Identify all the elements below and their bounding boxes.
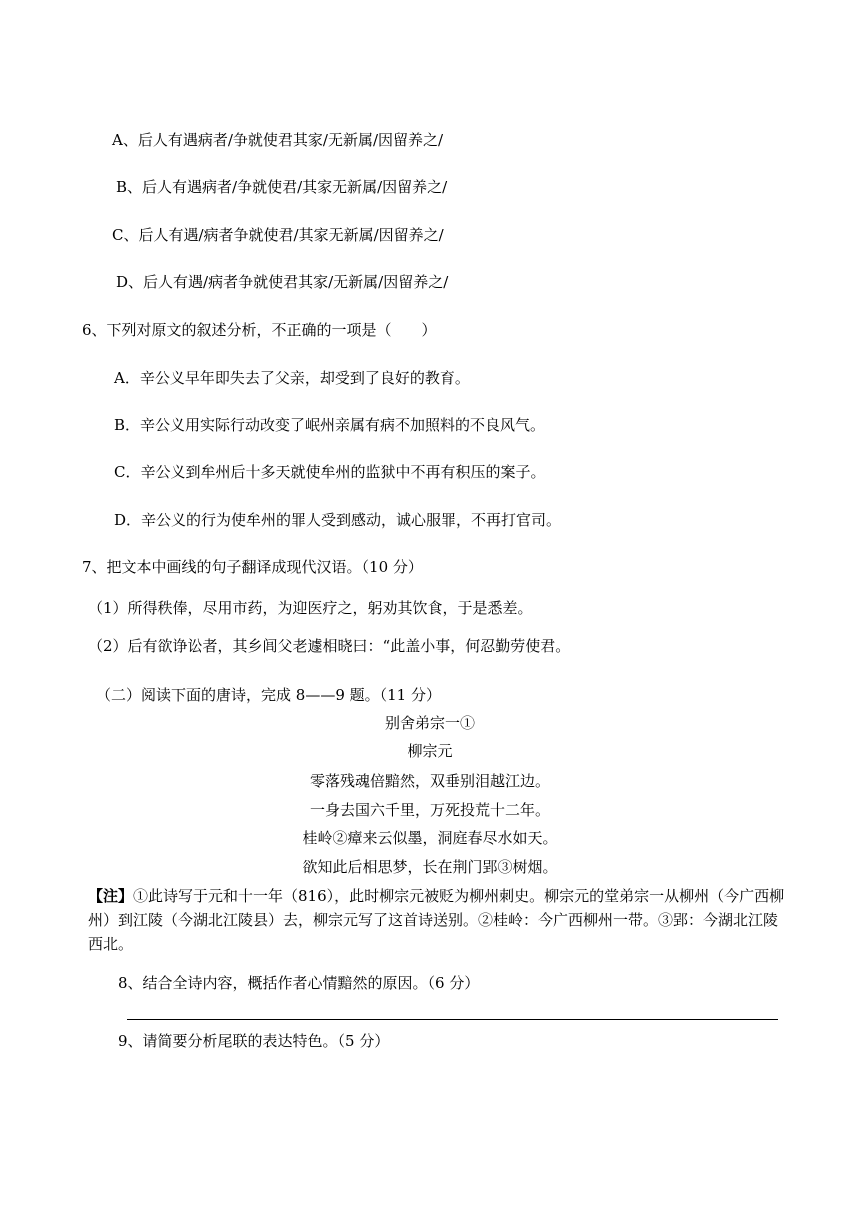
- q6-option-b: B．辛公义用实际行动改变了岷州亲属有病不加照料的不良风气。: [114, 416, 546, 434]
- q7-item-1: （1）所得秩俸，尽用市药，为迎医疗之，躬劝其饮食，于是悉差。: [88, 599, 533, 617]
- note-label: 【注】: [88, 887, 134, 905]
- q6-option-d: D．辛公义的行为使牟州的罪人受到感动，诚心服罪，不再打官司。: [114, 511, 562, 529]
- q7-item-2: （2）后有欲诤讼者，其乡闾父老遽相晓曰：“此盖小事，何忍勤劳使君。: [88, 637, 571, 655]
- poem-line-4: 欲知此后相思梦，长在荆门郢③树烟。: [302, 858, 558, 876]
- q5-option-b: B、后人有遇病者/争就使君/其家无新属/因留养之/: [116, 178, 448, 196]
- note-text: ①此诗写于元和十一年（816），此时柳宗元被贬为柳州刺史。柳宗元的堂弟宗一从柳州（今广西柳州）到江陵（今湖北江陵县）去，柳宗元写了这首诗送别。②桂岭：今广西柳州一带。③郢：今湖北江陵西北。: [88, 887, 785, 953]
- section2-heading: （二）阅读下面的唐诗，完成 8——9 题。（11 分）: [96, 686, 441, 704]
- q9-stem: 9、请简要分析尾联的表达特色。（5 分）: [118, 1032, 390, 1050]
- answer-line[interactable]: [127, 1019, 778, 1020]
- poem-author: 柳宗元: [407, 742, 453, 760]
- q6-option-c: C．辛公义到牟州后十多天就使牟州的监狱中不再有积压的案子。: [114, 463, 546, 481]
- q6-stem: 6、下列对原文的叙述分析，不正确的一项是（ ）: [82, 321, 437, 339]
- q8-stem: 8、结合全诗内容，概括作者心情黯然的原因。（6 分）: [118, 974, 480, 992]
- poem-line-2: 一身去国六千里，万死投荒十二年。: [309, 801, 550, 819]
- poem-line-1: 零落残魂倍黯然，双垂别泪越江边。: [309, 772, 550, 790]
- q7-stem: 7、把文本中画线的句子翻译成现代汉语。（10 分）: [82, 558, 423, 576]
- q5-option-c: C、后人有遇/病者争就使君/其家无新属/因留养之/: [112, 226, 444, 244]
- poem-line-3: 桂岭②瘴来云似墨，洞庭春尽水如天。: [302, 829, 558, 847]
- poem-title: 别舍弟宗一①: [384, 714, 475, 732]
- q5-option-d: D、后人有遇/病者争就使君其家/无新属/因留养之/: [116, 273, 449, 291]
- q6-option-a: A．辛公义早年即失去了父亲，却受到了良好的教育。: [114, 369, 470, 387]
- q5-option-a: A、后人有遇病者/争就使君其家/无新属/因留养之/: [112, 131, 444, 149]
- poem-note: [88, 884, 788, 956]
